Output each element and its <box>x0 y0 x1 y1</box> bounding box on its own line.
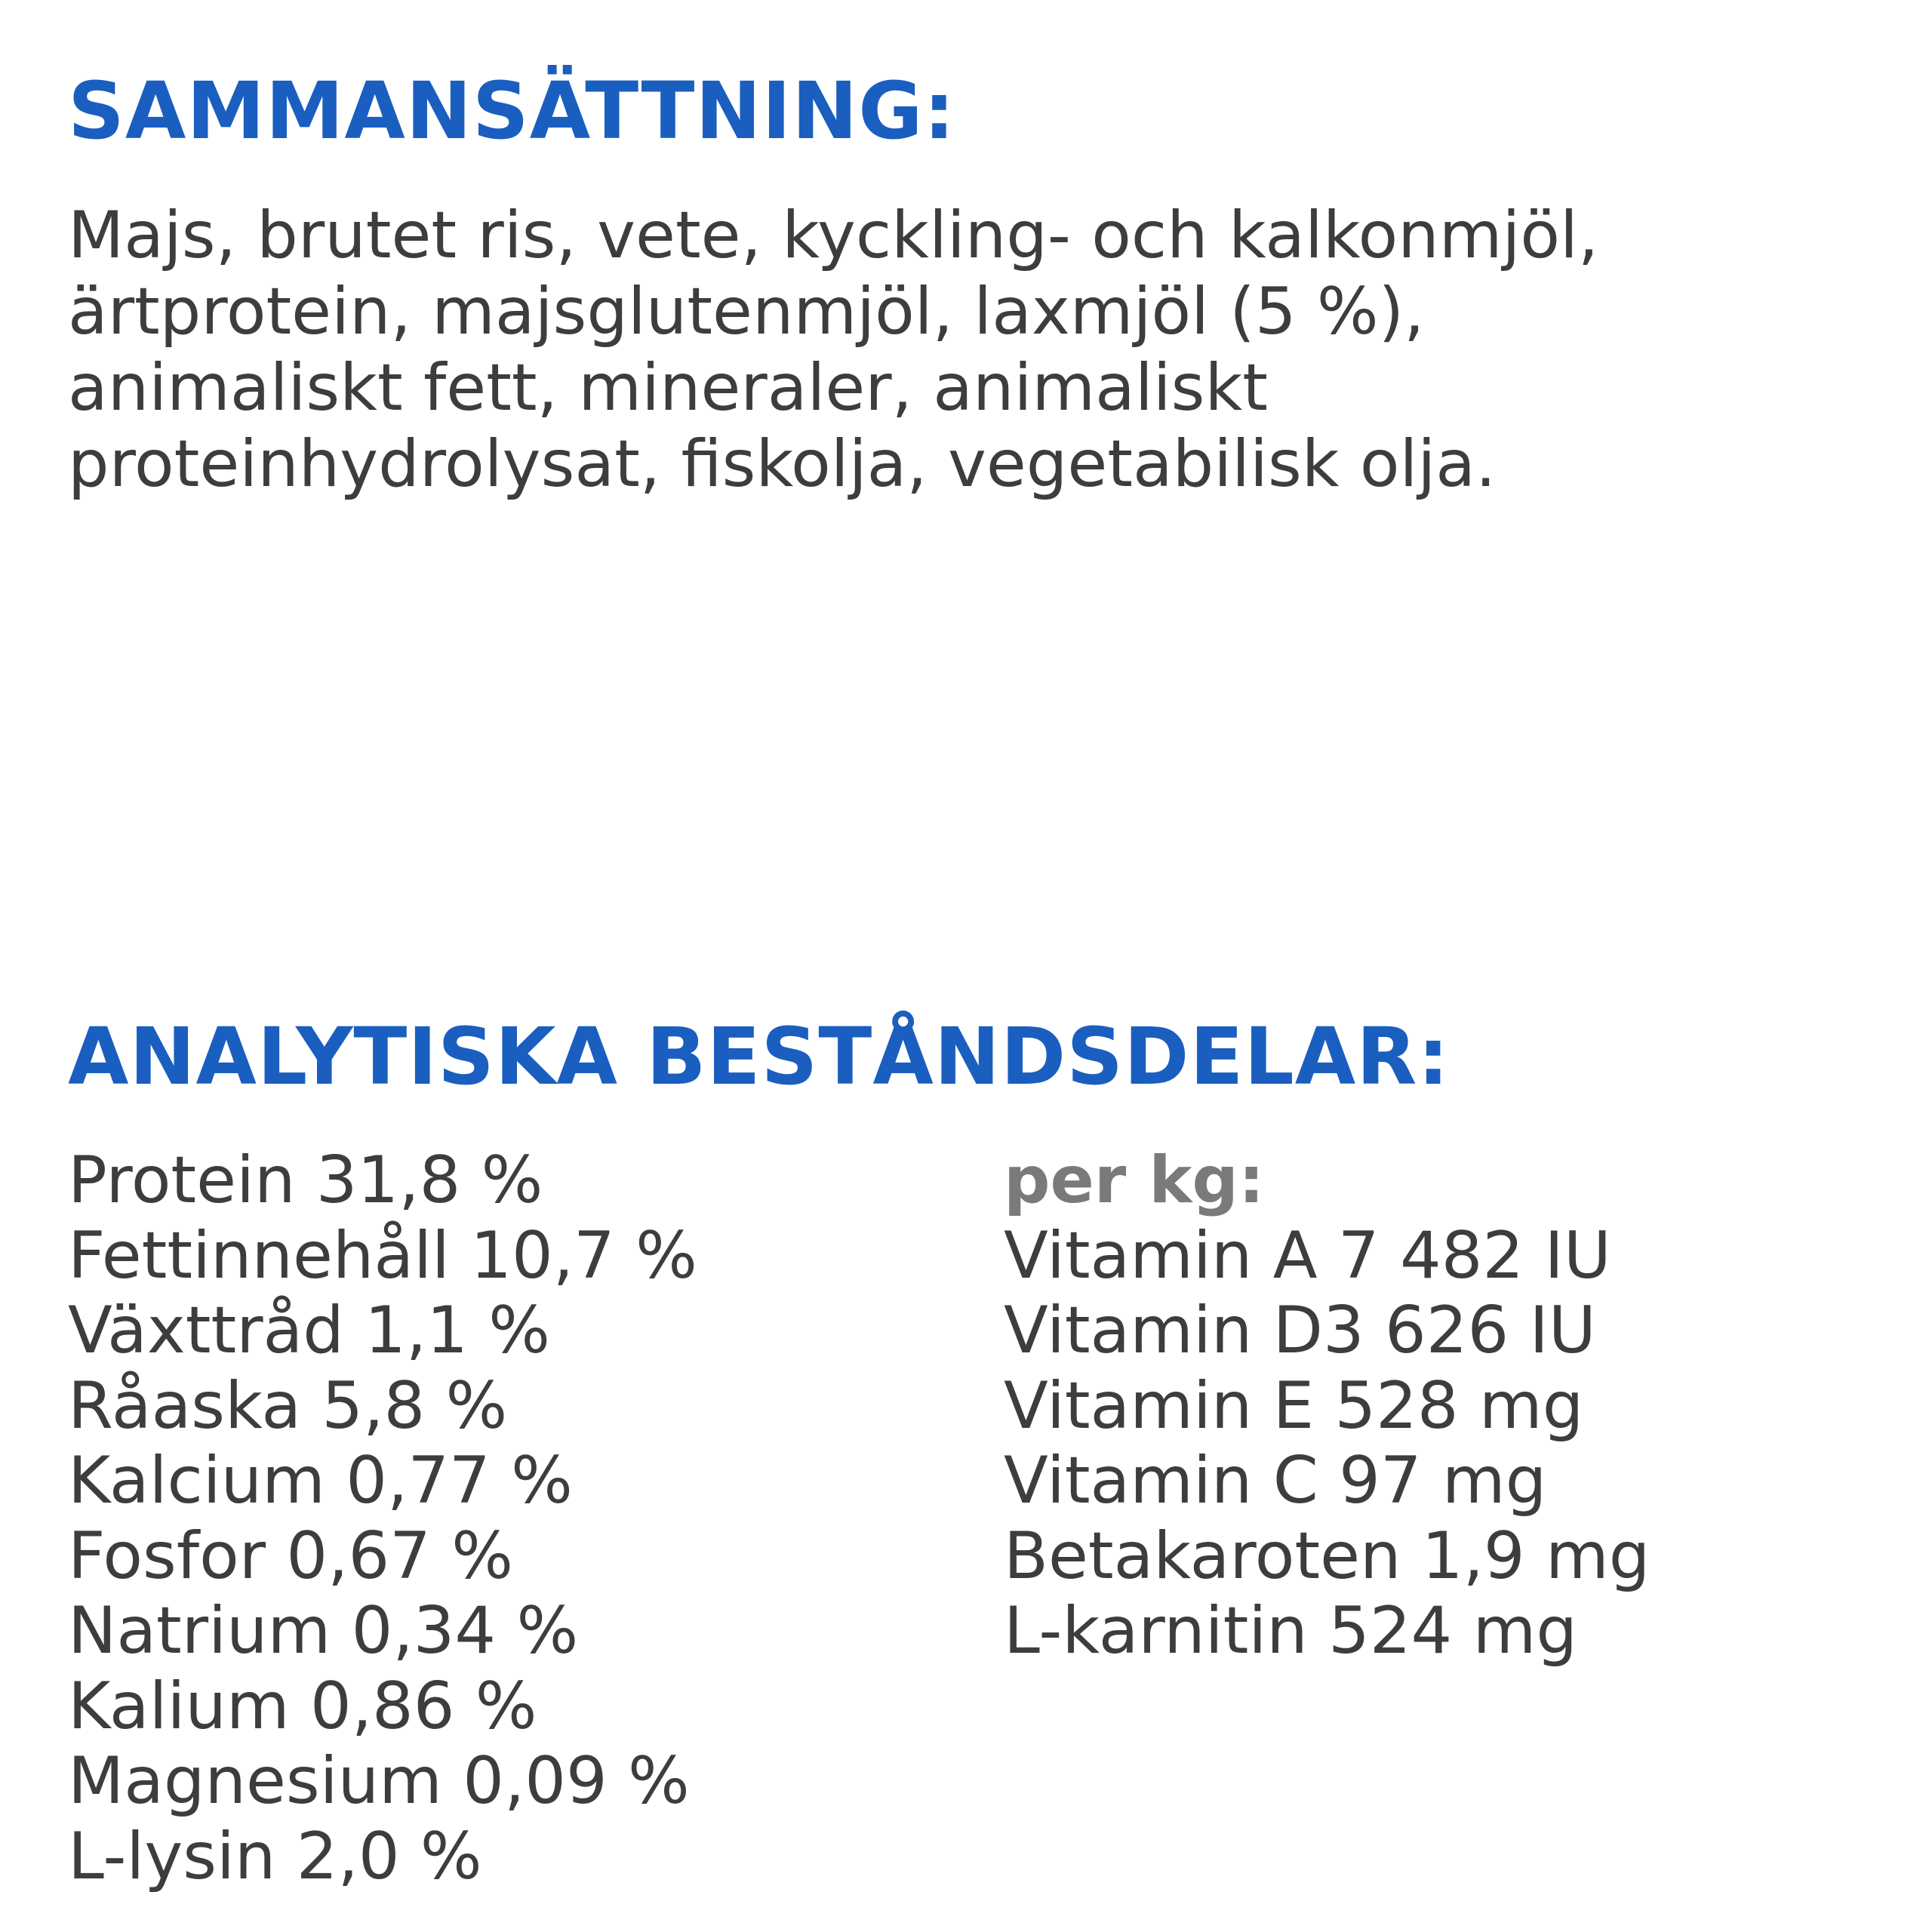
per-kg-title: per kg: <box>1004 1143 1265 1218</box>
per-kg-item: Vitamin A 7 482 IU <box>1004 1217 1611 1294</box>
composition-line: ärtprotein, majsglutenmjöl, laxmjöl (5 %), <box>68 274 1425 349</box>
per-kg-item: Betakaroten 1,9 mg <box>1004 1518 1651 1594</box>
analytical-heading: ANALYTISKA BESTÅNDSDELAR: <box>68 1011 1450 1103</box>
composition-line: Majs, brutet ris, vete, kyckling- och kalkonmjöl, <box>68 198 1599 273</box>
per-kg-list <box>1004 1143 1650 1669</box>
analytical-item: Natrium 0,34 % <box>68 1593 579 1669</box>
composition-text <box>68 198 1864 503</box>
per-kg-item: L-karnitin 524 mg <box>1004 1593 1577 1669</box>
analytical-item: Kalium 0,86 % <box>68 1668 537 1744</box>
composition-line: animaliskt fett, mineraler, animaliskt <box>68 350 1268 426</box>
composition-line: proteinhydrolysat, fiskolja, vegetabilisk olja. <box>68 426 1497 502</box>
analytical-item: L-lysin 2,0 % <box>68 1818 482 1894</box>
analytical-item: Protein 31,8 % <box>68 1143 543 1218</box>
analytical-item: Råaska 5,8 % <box>68 1367 508 1444</box>
per-kg-item: Vitamin D3 626 IU <box>1004 1293 1596 1368</box>
composition-heading: SAMMANSÄTTNING: <box>68 65 956 157</box>
analytical-item: Växttråd 1,1 % <box>68 1293 550 1368</box>
analytical-item: Kalcium 0,77 % <box>68 1443 573 1518</box>
analytical-item: Magnesium 0,09 % <box>68 1743 690 1819</box>
analytical-item: Fettinnehåll 10,7 % <box>68 1217 697 1294</box>
analytical-item: Fosfor 0,67 % <box>68 1518 513 1594</box>
per-kg-item: Vitamin E 528 mg <box>1004 1367 1584 1444</box>
per-kg-item: Vitamin C 97 mg <box>1004 1443 1547 1518</box>
analytical-percent-list <box>68 1143 697 1894</box>
